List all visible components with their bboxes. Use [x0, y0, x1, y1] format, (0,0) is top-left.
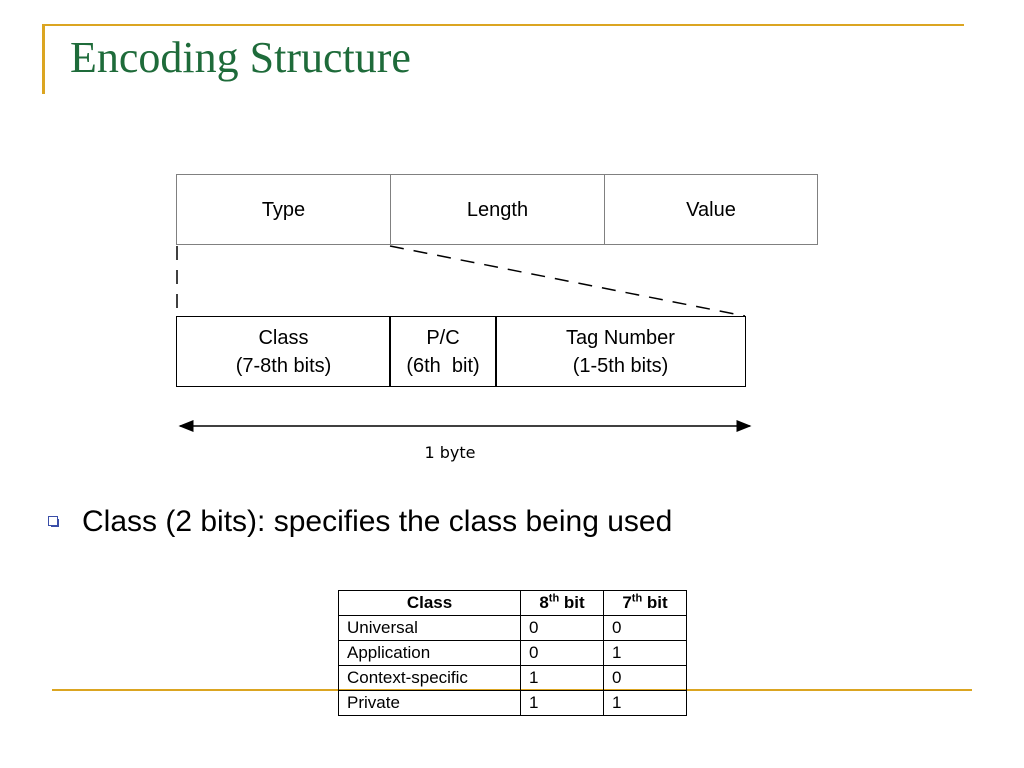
row-bit8: 0 — [521, 641, 604, 666]
header-bit8: 8th bit — [521, 591, 604, 616]
row-bit8: 1 — [521, 666, 604, 691]
identifier-tag-label: Tag Number — [566, 326, 675, 349]
tlv-type-label: Type — [261, 198, 306, 221]
bullet-text: Class (2 bits): specifies the class being used — [82, 505, 673, 538]
byte-span-label: 1 byte — [424, 443, 476, 462]
tlv-length-cell — [390, 174, 605, 245]
tlv-type-cell — [176, 174, 391, 245]
row-class-name: Context-specific — [339, 666, 521, 691]
row-bit7: 1 — [604, 641, 687, 666]
row-bit8: 1 — [521, 691, 604, 716]
identifier-class-bits: (7-8th bits) — [235, 354, 332, 377]
identifier-tag-cell — [495, 316, 746, 387]
row-bit8: 0 — [521, 616, 604, 641]
row-bit7: 1 — [604, 691, 687, 716]
table-row — [339, 666, 687, 691]
identifier-class-label: Class — [258, 326, 309, 349]
table-header-row — [339, 591, 687, 616]
identifier-pc-cell — [389, 316, 497, 387]
identifier-class-cell — [176, 316, 391, 387]
table-row — [339, 616, 687, 641]
row-class-name: Private — [339, 691, 521, 716]
identifier-pc-bits: (6th bit) — [406, 354, 480, 377]
identifier-pc-label: P/C — [426, 326, 460, 349]
tlv-value-cell — [604, 174, 818, 245]
header-class: Class — [339, 591, 521, 616]
tlv-length-label: Length — [466, 198, 529, 221]
page-title: Encoding Structure — [70, 33, 411, 82]
dashed-connector-right — [390, 246, 745, 316]
row-bit7: 0 — [604, 616, 687, 641]
row-class-name: Universal — [339, 616, 521, 641]
table-row — [339, 641, 687, 666]
row-bit7: 0 — [604, 666, 687, 691]
tlv-value-label: Value — [686, 198, 736, 221]
table-row — [339, 691, 687, 716]
header-bit7: 7th bit — [604, 591, 687, 616]
identifier-tag-bits: (1-5th bits) — [572, 354, 669, 377]
bullet-box-icon — [48, 516, 58, 526]
row-class-name: Application — [339, 641, 521, 666]
class-bits-table — [338, 590, 687, 716]
